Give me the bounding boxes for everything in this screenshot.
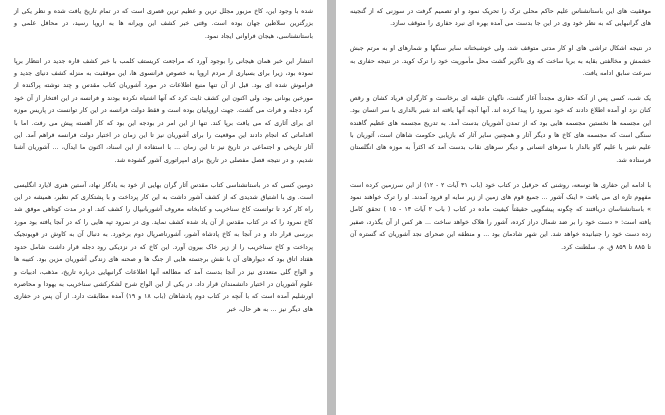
left-paragraph-2: انتشار این خبر همان هیجانی را بوجود آورد که مراجعت کریستف کلمب با خبر کشف قاره جدید در انتظار برپا نموده بود، زیرا برای بسیاری از مردم اروپا به خصوص فرانسوی ها، این موفقیت به منزله کشف دنیای جدید و فراموش شده ای بود. قبل از آن تنها منبع اطلاعات در مورد آشوریان کتاب مقدس و چند نوشته پراکنده از مورخین یونانی بود، ولی اکنون این کشف ثابت کرد که آنها اشتباه نکرده بودند و فرانسه در این افتخار از آن خود گرد دجله و فرات می گشت. جهت اروپاییان بوده است و فقط دولت فرانسه در این کار توانست در پاریس موزه ای برای آثاری که می یافت برپا کند. تنها از این امر در بودجه این بود که کار آهسته پیش می رفت. اما با اقداماتی که انجام دادند این موقعیت را برای آشوریان نیز تا این زمان در اختیار دولت فرانسه فراهم آمد. این آثار تاریخی و اجتماعی در تاریخ نیز تا این زمان ... با استفاده از این اسناد، اکنون ما ایدآل، ... آشوریان آشنا شدیم، و در نتیجه فصل مفصلی در تاریخ برای امپراتوری آشور گشوده شد. — [14, 57, 313, 164]
right-paragraph-4: با ادامه این حفاری ها توسعه، روشنی که حرقیل در کتاب خود (باب ۳۱ آیات ۲ - ۱۲) از این سرزمین کرده است مفهوم تازه ای می یافت « اینک آشور ... جمیع قوم های زمین از زیر سایه او فرود آمدند. او را ترک خواهند نمود » باستانشناسان دریافتند که چگونه پیشگویی حقیقتاً کیفیت ماده در کتاب ( باب ۲ آیات ۱۳ - ۱۵ ) تحقق کامل یافته است: « دست خود را بر ضد شمال دراز کرده، آشور را هلاک خواهد ساخت ... هر کس از آن بگذرد، صفیر زده دست خود را جنبانیده خواهد شد. این شهر شادمان بود ... و منطقه این صحرای نجد آشوریان که گستره آن تا ۸۸۵ تا ۸۵۹ ق. م. سلطنت کرد. — [350, 181, 651, 251]
left-paragraph-3: دومین کسی که در باستانشناسی کتاب مقدس آثار گران بهایی از خود به یادگار نهاد، آستین هنری لایارد انگلیسی است. وی با اشتیاق شدیدی که از کشف آشور داشت به این کار پرداخت و با پشتکاری کم نظیر، همیشه در این راه کار کرد تا توانست کاخ سناخریب و کتابخانه معروف آشوربانیپال را کشف کند. او در مدت کوتاهی موفق شد کاخ نمرود را که در کتاب مقدس از آن یاد شده کشف نماید. وی در نمرود تپه هایی را که در آنجا یافته بود مورد بررسی قرار داد و در آنجا به کاخ پادشاه آشور، آشورناصرپال دوم برخورد. به دنبال آن به کاوش در قویونجیک پرداخت و کاخ سناخریب را از زیر خاک بیرون آورد. این کاخ که در نزدیکی رود دجله قرار داشت شامل حدود هفتاد اتاق بود که دیوارهای آن با نقش برجسته هایی از جنگ ها و صحنه های زندگی آشوریان مزین بود. کتیبه ها و الواح گلی متعددی نیز در آنجا بدست آمد که مطالعه آنها اطلاعات گرانبهایی درباره تاریخ، مذهب، ادبیات و علوم آشوریان در اختیار دانشمندان قرار داد. در یکی از این الواح شرح لشکرکشی سناخریب به یهودا و محاصره اورشلیم آمده است که با آنچه در کتاب دوم پادشاهان (باب ۱۸ و ۱۹) آمده مطابقت دارد. از آن پس در حفاری های دیگر نیز ... به هر حال، خبر — [14, 181, 313, 313]
right-paragraph-1: موفقیت های این باستانشناس علیم حاکم محلی ترک را تحریک نمود و او تصمیم گرفت در سوزنی که از گنجینه های گرانبهایی که به نظر خود وی در این جا بدست می آمده بهره ای نبرد حفاری را متوقف سازد. — [350, 8, 651, 28]
right-paragraph-3: یک شب، کسی پس از آنکه حفاری مجدداً آغاز گشت، ناگهان علیقه ای برخاست و کارگران فریاد کشان و رقص کنان نزد او آمده اطلاع دادند که خود نمرود را پیدا کرده اند. آنها آنچه آنها یافته اند شیر بالداری با سر انسان بود. این مجسمه ها نخستین مجسمه هایی بود که از تمدن آشوریان بدست آمد. به تدریج مجسمه های عظیم گاهنده سنگی است که مجسمه های کاخ ها و دیگر آثار و همچنین سایر آثار که بازیابی حکومت شاهان است، آثوریان با علیم شیر یا علیم گاو بالدار با سرهای انسانی و دیگر سرهای نقاب بدست آمد که اکثراً به موزه های انگلستان فرستاده شد. — [350, 94, 651, 164]
right-page — [336, 0, 665, 415]
right-paragraph-2: در نتیجه اشکال تراشی های او کار مدتی متوقف شد، ولی خوشبختانه سایر سنگها و شمارهای او به مرتم جبش خشمش و مخالفتی بقایه به بریا ساخت که وی ناگزیر گشت محل مأموریت خود را ترک کوید. در نتیجه حفاری به سرعت سابق ادامه یافت. — [350, 45, 651, 78]
left-paragraph-1: شده با وجود این، کاخ مزبور مجلل ترین و عظیم ترین قصری است که در تمام تاریخ یافت شده و نظر یکی از بزرگترین سلاطین جهان بوده است. وقتی خبر کشف این ویرانه ها به اروپا رسید، در محافل علمی و باستانشناسی، هیجان فراوانی ایجاد نمود. — [14, 8, 313, 40]
left-page — [0, 0, 327, 415]
